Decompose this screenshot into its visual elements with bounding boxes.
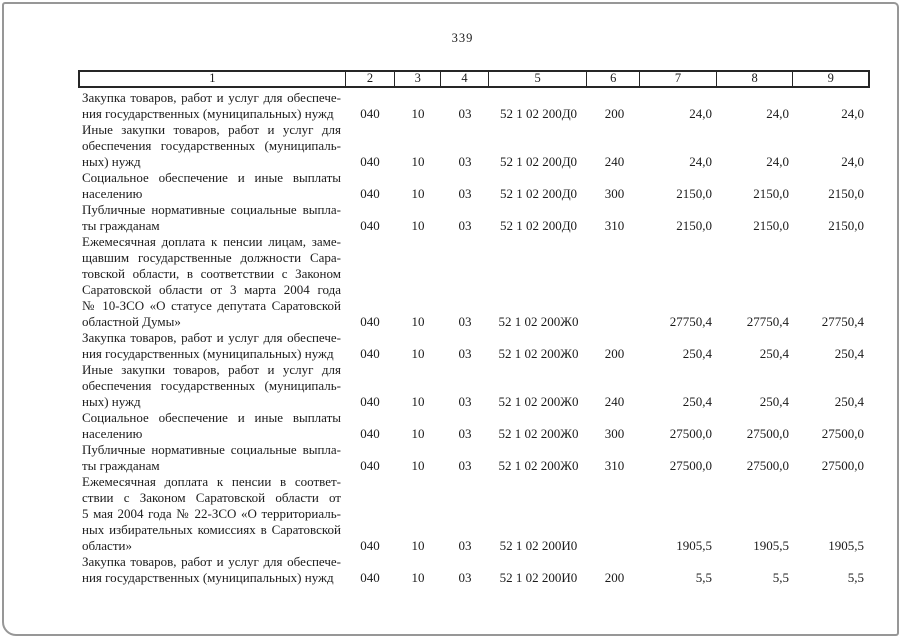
row-description-line: Закупка товаров, работ и услуг для обеспече-: [82, 90, 341, 105]
row-description-line: Саратовской области от 3 марта 2004 года: [82, 282, 341, 297]
column-header-4: 4: [441, 72, 489, 86]
cell-amount-year3: 250,4: [834, 346, 864, 361]
row-description-line: Закупка товаров, работ и услуг для обеспече-: [82, 330, 341, 345]
cell-target-article-code: 52 1 02 200И0: [499, 538, 578, 553]
cell-subsection-code: 03: [458, 186, 472, 201]
cell-amount-year1: 250,4: [682, 346, 712, 361]
cell-subsection-code: 03: [458, 394, 472, 409]
cell-subsection-code: 03: [458, 570, 472, 585]
cell-amount-year2: 2150,0: [753, 218, 789, 233]
cell-amount-year2: 250,4: [759, 346, 789, 361]
row-description-cell: [78, 362, 345, 410]
row-description-line: областной Думы»: [82, 314, 181, 329]
cell-subsection-code: 03: [458, 218, 472, 233]
cell-expense-type-code: [588, 538, 641, 554]
cell-chapter-code: 040: [360, 218, 380, 233]
cell-amount-year3: 27750,4: [821, 314, 864, 329]
cell-chapter-code: 040: [360, 186, 380, 201]
cell-amount-year1: 27500,0: [669, 458, 712, 473]
cell-amount-year1: 27500,0: [669, 426, 712, 441]
row-description-line: ния государственных (муниципальных) нужд: [82, 346, 334, 361]
cell-subsection-code: 03: [458, 538, 472, 553]
table-row: [78, 234, 870, 330]
cell-target-article-code: 52 1 02 200Д0: [499, 218, 578, 233]
row-description-line: ния государственных (муниципальных) нужд: [82, 570, 334, 585]
cell-section-code: 10: [411, 426, 425, 441]
column-header-2: 2: [346, 72, 396, 86]
row-description-line: населению: [82, 186, 143, 201]
cell-target-article-code: 52 1 02 200Ж0: [498, 426, 579, 441]
cell-target-article-code: 52 1 02 200Ж0: [498, 394, 579, 409]
row-description-line: обеспечения государственных (муниципаль-: [82, 378, 341, 393]
table-row: [78, 474, 870, 554]
cell-target-article-code: 52 1 02 200Ж0: [498, 346, 579, 361]
cell-subsection-code: 03: [458, 426, 472, 441]
row-description-line: ных) нужд: [82, 394, 141, 409]
row-description-line: Ежемесячная доплата к пенсии в соответ-: [82, 474, 341, 489]
cell-target-article-code: 52 1 02 200Д0: [499, 186, 578, 201]
cell-expense-type-code: 310: [604, 458, 625, 473]
cell-chapter-code: 040: [360, 346, 380, 361]
row-description-line: Публичные нормативные социальные выпла-: [82, 442, 341, 457]
cell-amount-year2: 27500,0: [746, 426, 789, 441]
cell-chapter-code: 040: [360, 426, 380, 441]
cell-amount-year1: 5,5: [695, 570, 712, 585]
row-description-line: 5 мая 2004 года № 22-ЗСО «О территориаль-: [82, 506, 341, 521]
page-number: 339: [451, 31, 474, 45]
table-row: [78, 442, 870, 474]
row-description-cell: [78, 170, 345, 202]
cell-section-code: 10: [411, 106, 425, 121]
cell-amount-year2: 24,0: [766, 154, 789, 169]
row-description-cell: [78, 202, 345, 234]
row-description-line: товской области, в соответствии с Законом: [82, 266, 341, 281]
cell-expense-type-code: 310: [604, 218, 625, 233]
column-header-6: 6: [587, 72, 640, 86]
row-description-line: области»: [82, 538, 132, 553]
cell-amount-year2: 24,0: [766, 106, 789, 121]
row-description-line: Социальное обеспечение и иные выплаты: [82, 410, 341, 425]
cell-chapter-code: 040: [360, 106, 380, 121]
cell-target-article-code: 52 1 02 200Д0: [499, 106, 578, 121]
cell-amount-year2: 27750,4: [746, 314, 789, 329]
row-description-line: ных) нужд: [82, 154, 141, 169]
cell-subsection-code: 03: [458, 458, 472, 473]
cell-section-code: 10: [411, 394, 425, 409]
row-description-line: обеспечения государственных (муниципаль-: [82, 138, 341, 153]
cell-expense-type-code: 300: [604, 426, 625, 441]
cell-expense-type-code: [588, 314, 641, 330]
cell-amount-year3: 2150,0: [828, 186, 864, 201]
cell-section-code: 10: [411, 570, 425, 585]
table-row: [78, 122, 870, 170]
cell-amount-year2: 5,5: [772, 570, 789, 585]
cell-section-code: 10: [411, 314, 425, 329]
row-description-line: ния государственных (муниципальных) нужд: [82, 106, 334, 121]
row-description-line: щавшим государственные должности Сара-: [82, 250, 341, 265]
cell-amount-year3: 1905,5: [828, 538, 864, 553]
row-description-cell: [78, 474, 345, 554]
table-row: [78, 330, 870, 362]
cell-section-code: 10: [411, 218, 425, 233]
row-description-line: Публичные нормативные социальные выпла-: [82, 202, 341, 217]
column-header-7: 7: [640, 72, 717, 86]
table-row: [78, 410, 870, 442]
cell-section-code: 10: [411, 538, 425, 553]
row-description-line: ты гражданам: [82, 218, 160, 233]
cell-subsection-code: 03: [458, 106, 472, 121]
cell-amount-year3: 24,0: [841, 154, 864, 169]
row-description-line: Закупка товаров, работ и услуг для обеспече-: [82, 554, 341, 569]
cell-expense-type-code: 240: [604, 154, 625, 169]
cell-amount-year3: 24,0: [841, 106, 864, 121]
cell-amount-year2: 27500,0: [746, 458, 789, 473]
cell-amount-year3: 27500,0: [821, 426, 864, 441]
cell-section-code: 10: [411, 458, 425, 473]
cell-chapter-code: 040: [360, 394, 380, 409]
row-description-line: ты гражданам: [82, 458, 160, 473]
cell-section-code: 10: [411, 154, 425, 169]
row-description-line: Социальное обеспечение и иные выплаты: [82, 170, 341, 185]
cell-amount-year3: 2150,0: [828, 218, 864, 233]
row-description-cell: [78, 90, 345, 122]
table-header-row: [78, 70, 870, 88]
cell-amount-year2: 250,4: [759, 394, 789, 409]
cell-amount-year1: 2150,0: [676, 218, 712, 233]
cell-amount-year3: 250,4: [834, 394, 864, 409]
row-description-line: Ежемесячная доплата к пенсии лицам, заме-: [82, 234, 341, 249]
cell-amount-year1: 1905,5: [676, 538, 712, 553]
column-header-3: 3: [395, 72, 441, 86]
table-row: [78, 170, 870, 202]
cell-section-code: 10: [411, 346, 425, 361]
row-description-line: ствии с Законом Саратовской области от: [82, 490, 341, 505]
cell-amount-year2: 2150,0: [753, 186, 789, 201]
cell-expense-type-code: 240: [604, 394, 625, 409]
row-description-line: ных избирательных комиссиях в Саратовской: [82, 522, 341, 537]
column-header-5: 5: [489, 72, 588, 86]
table-row: [78, 554, 870, 586]
cell-chapter-code: 040: [360, 570, 380, 585]
cell-subsection-code: 03: [458, 314, 472, 329]
cell-expense-type-code: 200: [604, 346, 625, 361]
row-description-cell: [78, 554, 345, 586]
table-body: [78, 90, 870, 586]
row-description-line: Иные закупки товаров, работ и услуг для: [82, 362, 341, 377]
cell-chapter-code: 040: [360, 314, 380, 329]
row-description-cell: [78, 442, 345, 474]
cell-amount-year1: 2150,0: [676, 186, 712, 201]
row-description-line: Иные закупки товаров, работ и услуг для: [82, 122, 341, 137]
row-description-cell: [78, 234, 345, 330]
cell-amount-year1: 24,0: [689, 106, 712, 121]
cell-section-code: 10: [411, 186, 425, 201]
row-description-line: № 10-ЗСО «О статусе депутата Саратовской: [82, 298, 341, 313]
cell-amount-year1: 250,4: [682, 394, 712, 409]
cell-expense-type-code: 200: [604, 106, 625, 121]
cell-expense-type-code: 200: [604, 570, 625, 585]
table-row: [78, 90, 870, 122]
cell-amount-year1: 24,0: [689, 154, 712, 169]
column-header-9: 9: [827, 71, 834, 85]
cell-amount-year3: 27500,0: [821, 458, 864, 473]
row-description-cell: [78, 330, 345, 362]
table-row: [78, 362, 870, 410]
cell-expense-type-code: 300: [604, 186, 625, 201]
column-header-1: 1: [80, 72, 346, 86]
row-description-line: населению: [82, 426, 143, 441]
row-description-cell: [78, 122, 345, 170]
cell-chapter-code: 040: [360, 538, 380, 553]
row-description-cell: [78, 410, 345, 442]
cell-amount-year2: 1905,5: [753, 538, 789, 553]
cell-subsection-code: 03: [458, 154, 472, 169]
cell-target-article-code: 52 1 02 200Ж0: [498, 458, 579, 473]
cell-amount-year1: 27750,4: [669, 314, 712, 329]
budget-expenditure-table: [78, 70, 870, 586]
cell-target-article-code: 52 1 02 200И0: [499, 570, 578, 585]
cell-target-article-code: 52 1 02 200Д0: [499, 154, 578, 169]
cell-subsection-code: 03: [458, 346, 472, 361]
column-header-8: 8: [717, 72, 794, 86]
cell-chapter-code: 040: [360, 458, 380, 473]
table-row: [78, 202, 870, 234]
cell-amount-year3: 5,5: [847, 570, 864, 585]
cell-chapter-code: 040: [360, 154, 380, 169]
cell-target-article-code: 52 1 02 200Ж0: [498, 314, 579, 329]
